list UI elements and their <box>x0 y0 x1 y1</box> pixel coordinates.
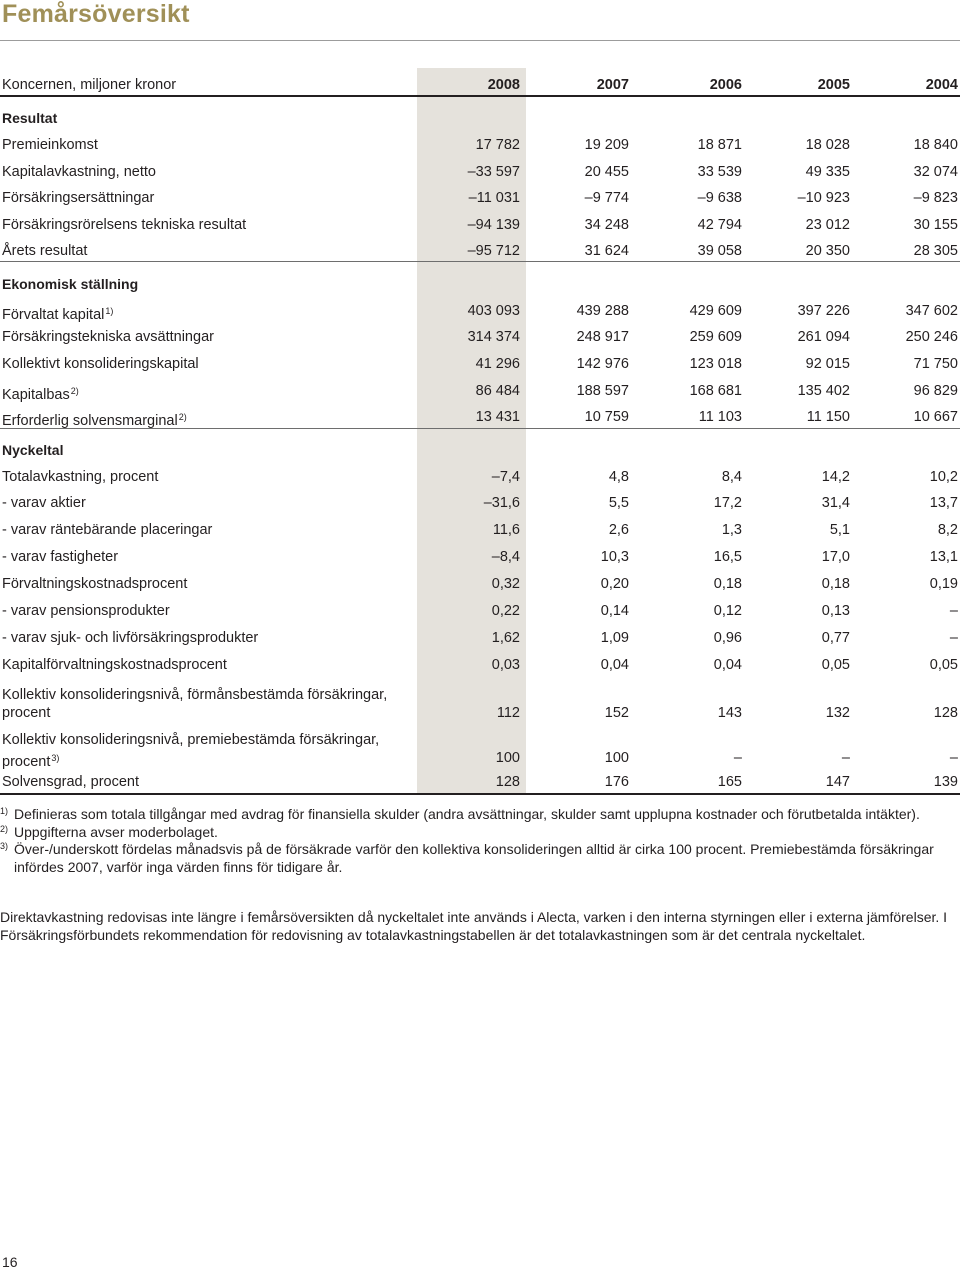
row-label <box>2 494 86 512</box>
cell-2004: 28 305 <box>913 243 958 259</box>
page-title: Femårsöversikt <box>2 0 190 28</box>
cell-2004: 8,2 <box>937 522 958 538</box>
cell-2005: 0,18 <box>821 576 850 592</box>
explanatory-paragraph: Direktavkastning redovisas inte längre i femårsöversikten då nyckeltalet inte används i Alecta, varken i den interna styrningen eller i externa jämförelser. I Försäkringsförbundets rekommendation för redovisning av totalavkastningstabellen är det totalavkastningen som är det centrala nyckeltalet. <box>0 909 948 943</box>
row-label-text: - varav sjuk- och livförsäkringsprodukter <box>2 630 259 646</box>
cell-2004: 250 246 <box>905 329 958 345</box>
cell-2008: 100 <box>495 750 520 766</box>
cell-2007: 439 288 <box>576 303 629 319</box>
row-label-text: Kapitalförvaltningskostnadsprocent <box>2 657 227 673</box>
cell-2008: –11 031 <box>468 190 520 206</box>
footnote <box>0 841 960 876</box>
cell-2005: –10 923 <box>797 190 850 206</box>
cell-2006: 33 539 <box>697 164 742 180</box>
cell-2008: 13 431 <box>475 409 520 425</box>
cell-2004: – <box>949 603 958 619</box>
cell-2004: – <box>949 630 958 646</box>
row-label <box>2 242 87 260</box>
cell-2005: – <box>841 750 850 766</box>
cell-2006: 0,12 <box>713 603 742 619</box>
footnote-marker: 2) <box>178 412 187 422</box>
cell-2006: 143 <box>717 705 742 721</box>
row-label-continued <box>2 749 59 771</box>
cell-2008: 0,32 <box>491 576 520 592</box>
year-header-2006: 2006 <box>709 77 742 93</box>
cell-2005: 92 015 <box>805 356 850 372</box>
table-rule <box>0 261 960 262</box>
cell-2005: 261 094 <box>797 329 850 345</box>
year-header-2005: 2005 <box>817 77 850 93</box>
row-label: Kollektiv konsolideringsnivå, förmånsbestämda försäkringar, <box>2 687 388 703</box>
row-label <box>2 521 212 539</box>
cell-2004: –9 823 <box>913 190 958 206</box>
row-label: Kollektiv konsolideringsnivå, premiebestämda försäkringar, <box>2 732 380 748</box>
row-label-text: Årets resultat <box>2 243 88 259</box>
row-label <box>2 408 187 430</box>
cell-2008: 11,6 <box>492 522 520 538</box>
year-header-2004: 2004 <box>925 77 958 93</box>
footnote <box>0 824 960 842</box>
cell-2004: 96 829 <box>913 383 958 399</box>
cell-2008: –95 712 <box>467 243 520 259</box>
cell-2007: 152 <box>604 705 629 721</box>
cell-2008: 17 782 <box>475 137 520 153</box>
cell-2006: 1,3 <box>721 522 742 538</box>
cell-2007: 10 759 <box>584 409 629 425</box>
cell-2008: 86 484 <box>475 383 520 399</box>
year-header-2008: 2008 <box>487 77 520 93</box>
footnote-text: Över-/underskott fördelas månadsvis på de försäkrade varför den kollektiva konsolideringen alltid är cirka 100 procent. Premiebestämda försäkringar infördes 2007, varför inga värden finns för tidigare år. <box>14 841 934 875</box>
footnote-mark: 2) <box>0 823 9 834</box>
cell-2004: – <box>949 750 958 766</box>
cell-2004: 10 667 <box>913 409 958 425</box>
cell-2008: –31,6 <box>483 495 520 511</box>
cell-2005: 397 226 <box>797 303 850 319</box>
cell-2006: –9 638 <box>697 190 742 206</box>
cell-2004: 13,7 <box>929 495 958 511</box>
cell-2008: 128 <box>495 774 520 790</box>
page-number: 16 <box>2 1254 18 1270</box>
cell-2006: 17,2 <box>713 495 742 511</box>
cell-2004: 139 <box>933 774 958 790</box>
cell-2006: – <box>733 750 742 766</box>
row-label-text: Erforderlig solvensmarginal <box>2 413 178 429</box>
row-label-text: Försäkringsersättningar <box>2 190 155 206</box>
cell-2006: 165 <box>717 774 742 790</box>
cell-2004: 0,05 <box>929 657 958 673</box>
cell-2005: 14,2 <box>821 469 850 485</box>
cell-2005: 0,77 <box>821 630 850 646</box>
cell-2008: 1,62 <box>491 630 520 646</box>
cell-2008: –94 139 <box>467 217 520 233</box>
row-label <box>2 548 118 566</box>
cell-2006: 18 871 <box>697 137 742 153</box>
cell-2006: 39 058 <box>697 243 742 259</box>
cell-2007: 188 597 <box>576 383 629 399</box>
cell-2007: 0,04 <box>600 657 629 673</box>
cell-2007: 248 917 <box>576 329 629 345</box>
row-label-text: Premieinkomst <box>2 137 98 153</box>
row-label-text: procent <box>2 705 51 721</box>
row-label <box>2 629 258 647</box>
row-label <box>2 328 214 346</box>
row-label-text: Kapitalavkastning, netto <box>2 164 156 180</box>
row-label-text: Kollektivt konsolideringskapital <box>2 356 199 372</box>
year-header-2007: 2007 <box>596 77 629 93</box>
cell-2007: 176 <box>604 774 629 790</box>
row-label-text: Förvaltningskostnadsprocent <box>2 576 188 592</box>
cell-2006: 0,04 <box>713 657 742 673</box>
footnote-text: Definieras som totala tillgångar med avdrag för finansiella skulder (andra avsättningar, skulder samt upplupna kostnader och förutbetalda intäkter). <box>14 806 920 822</box>
row-label-continued <box>2 704 50 722</box>
cell-2007: 100 <box>604 750 629 766</box>
footnote-marker: 3) <box>51 753 60 763</box>
cell-2005: 31,4 <box>821 495 850 511</box>
cell-2004: 13,1 <box>929 549 958 565</box>
cell-2005: 0,13 <box>821 603 850 619</box>
footnote <box>0 806 960 824</box>
row-label-text: Kapitalbas <box>2 387 70 403</box>
cell-2006: 16,5 <box>713 549 742 565</box>
cell-2008: 0,03 <box>491 657 520 673</box>
footnote-mark: 3) <box>0 841 9 851</box>
cell-2007: 1,09 <box>600 630 629 646</box>
cell-2006: 168 681 <box>689 383 742 399</box>
cell-2008: –7,4 <box>491 469 520 485</box>
row-label-text: - varav räntebärande placeringar <box>2 522 213 538</box>
footnotes <box>0 806 960 876</box>
cell-2008: 41 296 <box>475 356 520 372</box>
cell-2005: 0,05 <box>821 657 850 673</box>
cell-2006: 11 103 <box>698 409 742 425</box>
cell-2005: 135 402 <box>797 383 850 399</box>
row-label-text: Försäkringstekniska avsättningar <box>2 329 214 345</box>
row-label <box>2 216 246 234</box>
row-label-text: - varav fastigheter <box>2 549 119 565</box>
cell-2005: 49 335 <box>805 164 850 180</box>
section-title-label: Nyckeltal <box>2 442 64 458</box>
cell-2005: 23 012 <box>805 217 850 233</box>
row-label-text: - varav aktier <box>2 495 86 511</box>
cell-2007: 34 248 <box>584 217 629 233</box>
cell-2004: 128 <box>933 705 958 721</box>
row-label <box>2 355 199 373</box>
cell-2004: 18 840 <box>913 137 958 153</box>
row-label <box>2 136 98 154</box>
cell-2008: 403 093 <box>467 303 520 319</box>
row-label <box>2 163 156 181</box>
section-title-label: Ekonomisk ställning <box>2 276 139 292</box>
cell-2006: 259 609 <box>689 329 742 345</box>
cell-2007: 4,8 <box>608 469 629 485</box>
cell-2005: 147 <box>825 774 850 790</box>
cell-2007: 10,3 <box>600 549 629 565</box>
cell-2007: 0,14 <box>600 603 629 619</box>
cell-2005: 11 150 <box>806 409 850 425</box>
cell-2004: 10,2 <box>929 469 958 485</box>
cell-2004: 30 155 <box>913 217 958 233</box>
cell-2004: 0,19 <box>929 576 958 592</box>
cell-2007: 5,5 <box>608 495 629 511</box>
cell-2004: 347 602 <box>905 303 958 319</box>
cell-2005: 20 350 <box>805 243 850 259</box>
cell-2007: –9 774 <box>584 190 629 206</box>
footnote-mark: 1) <box>0 806 9 816</box>
table-rule <box>0 793 960 795</box>
cell-2006: 429 609 <box>689 303 742 319</box>
cell-2007: 2,6 <box>608 522 629 538</box>
row-label-text: Försäkringsrörelsens tekniska resultat <box>2 217 247 233</box>
section-title-label: Resultat <box>2 110 58 126</box>
row-label <box>2 575 187 593</box>
table-rule <box>0 95 960 97</box>
footnote-text: Uppgifterna avser moderbolaget. <box>14 823 218 840</box>
title-divider <box>0 40 960 41</box>
cell-2008: 112 <box>496 705 520 721</box>
cell-2005: 17,0 <box>821 549 850 565</box>
footnote-marker: 2) <box>70 386 79 396</box>
cell-2008: –33 597 <box>467 164 520 180</box>
cell-2006: 0,18 <box>713 576 742 592</box>
cell-2007: 31 624 <box>584 243 629 259</box>
row-label-text: Totalavkastning, procent <box>2 469 159 485</box>
row-label <box>2 773 139 791</box>
row-label-text: Solvensgrad, procent <box>2 774 140 790</box>
cell-2006: 8,4 <box>721 469 742 485</box>
row-label <box>2 656 227 674</box>
table-header-label: Koncernen, miljoner kronor <box>2 77 177 93</box>
row-label-text: Förvaltat kapital <box>2 307 105 323</box>
row-label <box>2 302 113 324</box>
cell-2008: 0,22 <box>491 603 520 619</box>
row-label-text: - varav pensionsprodukter <box>2 603 170 619</box>
cell-2004: 71 750 <box>913 356 958 372</box>
cell-2004: 32 074 <box>913 164 958 180</box>
cell-2008: –8,4 <box>491 549 520 565</box>
cell-2007: 20 455 <box>584 164 629 180</box>
cell-2005: 18 028 <box>805 137 850 153</box>
cell-2006: 0,96 <box>713 630 742 646</box>
cell-2005: 5,1 <box>829 522 850 538</box>
row-label <box>2 602 170 620</box>
cell-2006: 123 018 <box>689 356 742 372</box>
cell-2008: 314 374 <box>467 329 520 345</box>
row-label <box>2 468 158 486</box>
row-label-text: procent <box>2 754 51 770</box>
row-label <box>2 382 79 404</box>
row-label <box>2 189 154 207</box>
cell-2006: 42 794 <box>697 217 742 233</box>
cell-2007: 0,20 <box>600 576 629 592</box>
cell-2007: 19 209 <box>584 137 629 153</box>
cell-2005: 132 <box>825 705 850 721</box>
footnote-marker: 1) <box>105 306 114 316</box>
cell-2007: 142 976 <box>576 356 629 372</box>
